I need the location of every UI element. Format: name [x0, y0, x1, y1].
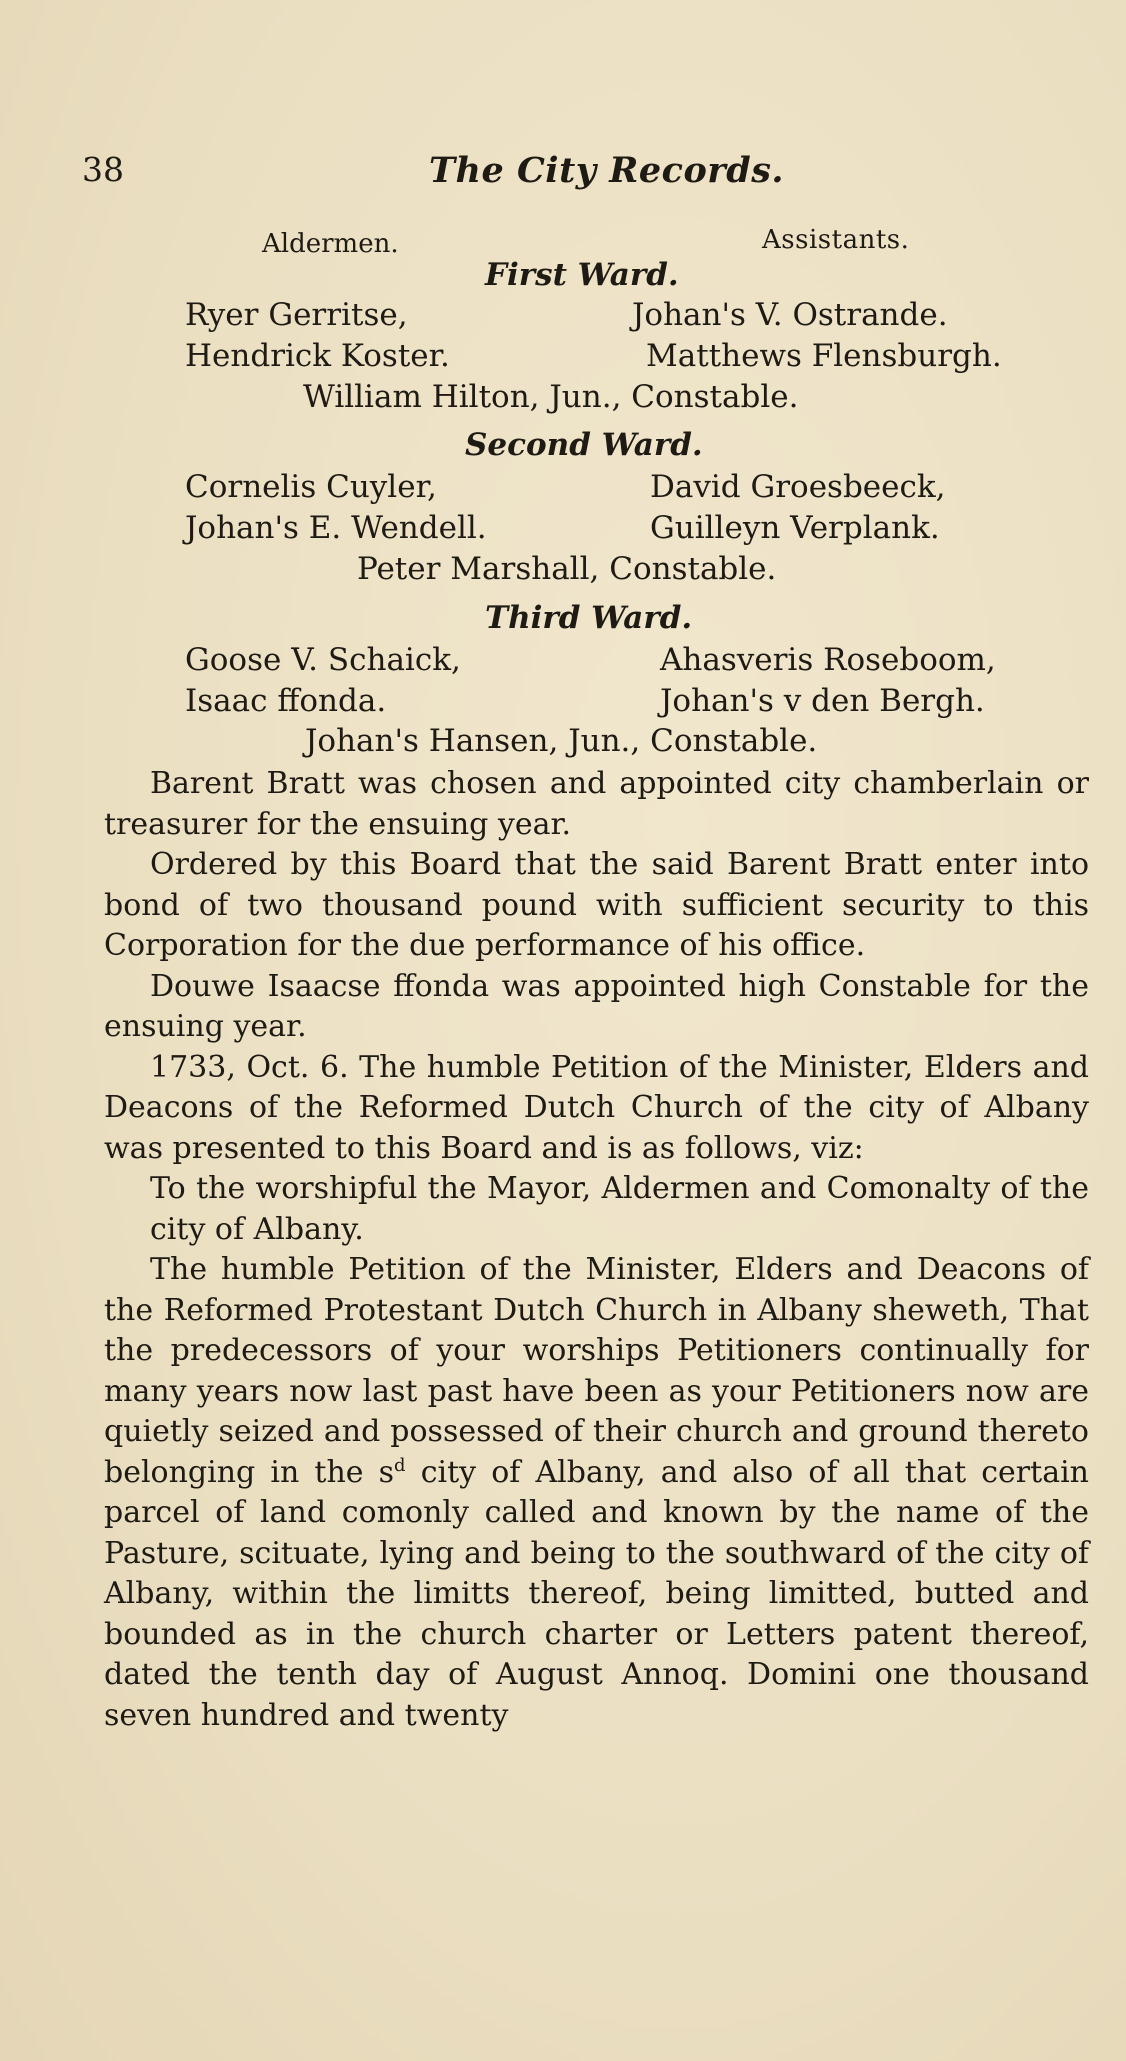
superscript-d: d — [394, 1454, 406, 1476]
assistant-name: Matthews Flensburgh. — [646, 338, 1002, 374]
assistant-name: Johan's v den Bergh. — [660, 683, 985, 719]
ward-title: Third Ward. — [485, 600, 693, 636]
alderman-name: Cornelis Cuyler, — [185, 469, 437, 505]
column-headings — [0, 225, 1126, 261]
constable-line: William Hilton, Jun., Constable. — [303, 379, 799, 415]
assistant-name: Guilleyn Verplank. — [650, 510, 940, 546]
ward-title: First Ward. — [485, 257, 679, 293]
page-number: 38 — [82, 150, 124, 189]
constable-line: Peter Marshall, Constable. — [357, 551, 777, 587]
petition-text-part-2: city of Albany, and also of all that certain parcel of land comonly called and known by the name of the Pasture, scituate, lying and being to the southward of the city of Albany, within the limitts thereof, being limitted, butted and bounded as in the church charter or Letters patent thereof, dated the tenth day of August Annoq. Domini one thousand seven hundred and twenty — [104, 1454, 1089, 1733]
alderman-name: Isaac ffonda. — [185, 683, 387, 719]
petition-text-part-1: The humble Petition of the Minister, Elders and Deacons of the Reformed Protestant Dutch Church in Albany sheweth, That the predecessors of your worships Petitioners continually for many years now last past have been as your Petitioners now are quietly seized and possessed of their church and ground thereto belonging in the s — [104, 1252, 1089, 1490]
alderman-name: Hendrick Koster. — [185, 338, 450, 374]
page-header — [82, 150, 1032, 200]
assistant-name: Johan's V. Ostrande. — [632, 297, 948, 333]
assistant-name: Ahasveris Roseboom, — [660, 642, 996, 678]
paragraph-petition-intro: 1733, Oct. 6. The humble Petition of the Minister, Elders and Deacons of the Reformed Dutch Church of the city of Albany was presented to this Board and is as follows, viz: — [104, 1049, 1089, 1166]
alderman-name: Johan's E. Wendell. — [185, 510, 487, 546]
paragraph-bond: Ordered by this Board that the said Barent Bratt enter into bond of two thousand pound with sufficient security to this Corporation for the due performance of his office. — [104, 847, 1089, 963]
paragraph-petition-text — [104, 1250, 1089, 1736]
constable-line: Johan's Hansen, Jun., Constable. — [305, 723, 818, 759]
paragraph-chamberlain: Barent Bratt was chosen and appointed city chamberlain or treasurer for the ensuing year. — [104, 766, 1089, 842]
running-head: The City Records. — [429, 150, 785, 191]
alderman-name: Ryer Gerritse, — [185, 297, 408, 333]
assistants-heading: Assistants. — [762, 225, 910, 255]
assistant-name: David Groesbeeck, — [650, 469, 946, 505]
alderman-name: Goose V. Schaick, — [185, 642, 461, 678]
paragraph-high-constable: Douwe Isaacse ffonda was appointed high Constable for the ensuing year. — [104, 968, 1089, 1044]
ward-title: Second Ward. — [465, 427, 703, 463]
aldermen-heading: Aldermen. — [262, 229, 399, 259]
body-text — [104, 764, 1089, 1736]
paragraph-address: To the worshipful the Mayor, Aldermen and Comonalty of the city of Albany. — [150, 1171, 1089, 1247]
